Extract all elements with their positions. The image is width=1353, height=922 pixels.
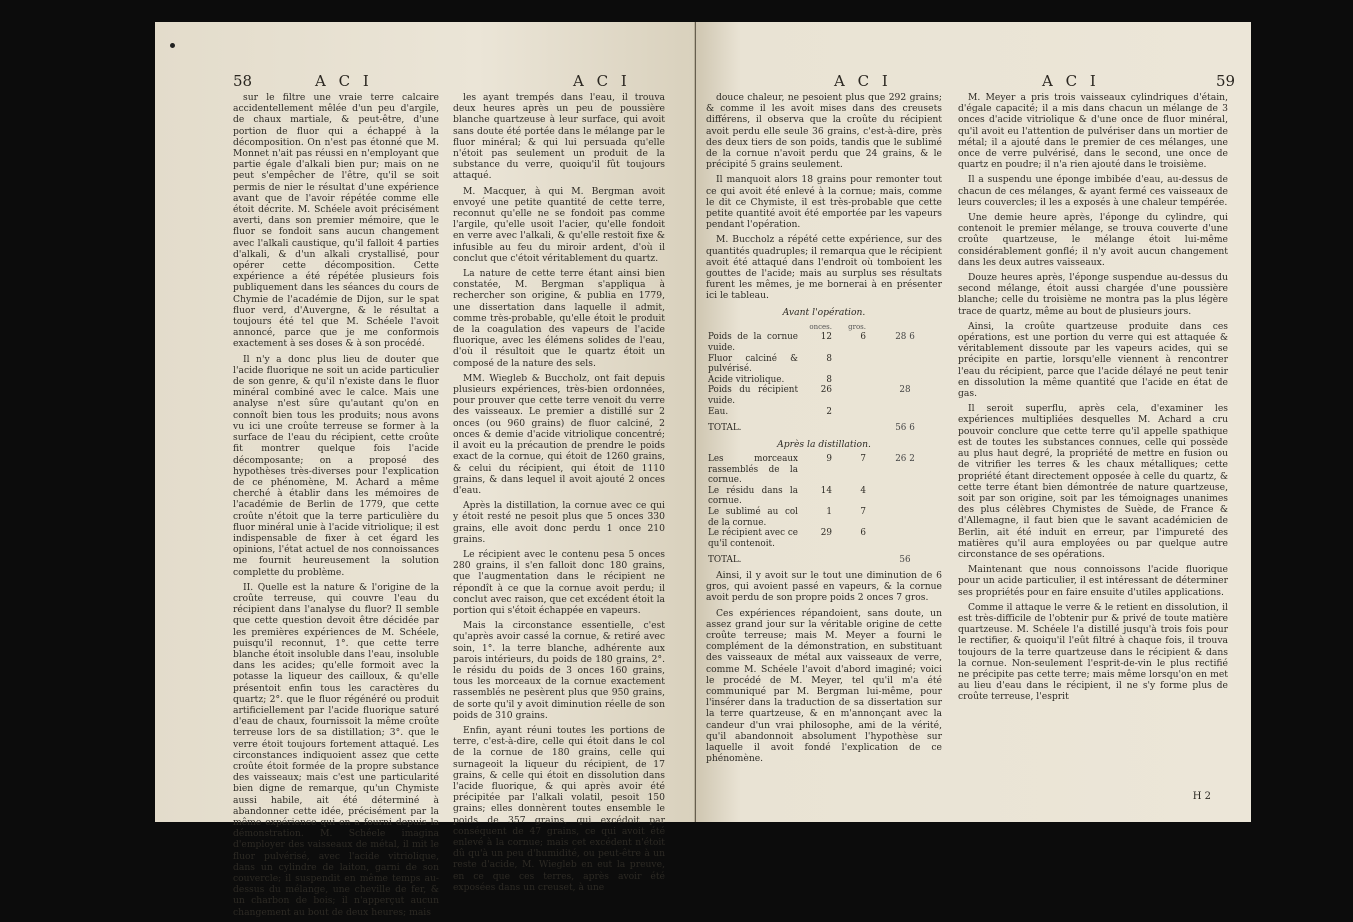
- table-row: Le récipient avec ce qu'il contenoit. 29 6: [708, 528, 866, 549]
- paragraph: Ainsi, il y avoit sur le tout une diminution de 6 gros, qui avoient passé en vapeurs, & la cornue avoit perdu de son propre poids 2 onces 7 gros.: [706, 569, 942, 604]
- units-onces: onces.: [809, 322, 832, 331]
- right-column-1: [706, 92, 942, 768]
- brace-sum: 28 6: [895, 332, 915, 343]
- left-column-2: [453, 92, 665, 897]
- paragraph: Ces expériences répandoient, sans doute, un assez grand jour sur la véritable origine de cette croûte terreuse; mais M. Meyer a fourni le complément de la démonstration, en substituant des vaisseaux de métal aux vaisseaux de verre, comme M. Schéele l'avoit d'abord imaginé; voici le procédé de M. Meyer, tel qu'il m'a été communiqué par M. Bergman lui-même, pour l'insérer dans la traduction de sa dissertation sur la terre quartzeuse, & en m'annonçant avec la candeur d'un vrai philosophe, ami de la vérité, qu'il abandonnoit absolument l'hypothèse sur laquelle il avoit fondé l'explication de ce phénomène.: [706, 607, 942, 765]
- paragraph: les ayant trempés dans l'eau, il trouva deux heures après un peu de poussière blanche quartzeuse à leur surface, qui avoit sans doute été portée dans le mélange par le fluor minéral; & qui lui persuada qu'elle n'étoit pas seulement un produit de la substance du verre, quoiqu'il fût toujours attaqué.: [453, 92, 665, 182]
- table-total-row: TOTAL. 56: [708, 555, 911, 566]
- table-row: Poids de la cornue vuide. 12 6 28 6: [706, 332, 942, 353]
- paragraph: douce chaleur, ne pesoient plus que 292 grains; & comme il les avoit mises dans des creusets différens, il observa que la croûte du récipient avoit perdu elle seule 36 grains, c'est-à-dire, près des deux tiers de son poids, tandis que le sublimé de la cornue n'avoit perdu que 24 grains, & le précipité 5 grains seulement.: [706, 92, 942, 171]
- right-running-head: A C I: [834, 72, 892, 90]
- paragraph: Le récipient avec le contenu pesa 5 onces 280 grains, il s'en falloit donc 180 grains, que l'augmentation dans le récipient ne répondît à ce que la cornue avoit perdu; il conclut avec raison, que cet excédent étoit la portion qui s'étoit échappée en vapeurs.: [453, 548, 665, 616]
- paragraph: Après la distillation, la cornue avec ce qui y étoit resté ne pesoit plus que 5 onces 330 grains, elle avoit donc perdu 1 once 210 grains.: [453, 500, 665, 545]
- paragraph: sur le filtre une vraie terre calcaire accidentellement mêlée d'un peu d'argile, de chaux martiale, & peut-être, d'une portion de fluor qui a échappé à la décomposition. On n'est pas étonné que M. Monnet n'ait pas réussi en n'employant que partie égale d'alkali bien pur; mais on ne peut s'empêcher de l'être, qu'il se soit permis de nier le résultat d'une expérience avant que de l'avoir répétée comme elle étoit décrite. M. Schéele avoit précisément averti, dans son premier mémoire, que le fluor se fondoit sans aucun changement avec l'alkali caustique, qu'il falloit 4 parties d'alkali, & d'un alkali crystallisé, pour opérer cette décomposition. Cette expérience a été répétée plusieurs fois publiquement dans les séances du cours de Chymie de l'académie de Dijon, sur le spat fluor verd, d'Auvergne, & le résultat a toujours été tel que M. Schéele l'avoit annoncé, parce que je me conformois exactement à ses doses & à son procédé.: [233, 92, 439, 350]
- left-running-head-2: A C I: [573, 72, 631, 90]
- left-running-head: A C I: [315, 72, 373, 90]
- ink-dot: [170, 43, 175, 48]
- paragraph: MM. Wiegleb & Buccholz, ont fait depuis plusieurs expériences, très-bien ordonnées, pour prouver que cette terre venoit du verre des vaisseaux. Le premier a distillé sur 2 onces (ou 960 grains) de fluor calciné, 2 onces & demie d'acide vitriolique concentré; il avoit eu la précaution de prendre le poids exact de la cornue, qui étoit de 1260 grains, & celui du récipient, qui étoit de 1110 grains, & dans lequel il avoit ajouté 2 onces d'eau.: [453, 372, 665, 496]
- paragraph: Une demie heure après, l'éponge du cylindre, qui contenoit le premier mélange, se trouva couverte d'une croûte quartzeuse, le mélange étoit lui-même considérablement gonflé; il n'y avoit aucun changement dans les deux autres vaisseaux.: [958, 212, 1228, 268]
- table-row: Acide vitriolique. 8: [708, 374, 832, 385]
- paragraph: M. Meyer a pris trois vaisseaux cylindriques d'étain, d'égale capacité; il a mis dans chacun un mélange de 3 onces d'acide vitriolique & d'une once de fluor minéral, qu'il avoit eu l'attention de pulvériser dans un mortier de métal; il a ajouté dans le premier de ces mélanges, une once de verre pulvérisé, dans le second, une once de quartz en poudre; il n'a rien ajouté dans le troisième.: [958, 92, 1228, 171]
- table-after: [706, 454, 942, 566]
- table-row: Le sublimé au col de la cornue. 1 7: [708, 506, 866, 528]
- table-row: Eau. 2: [708, 406, 832, 417]
- table-row: Poids du récipient vuide. 26 28: [706, 385, 942, 406]
- paragraph: Maintenant que nous connoissons l'acide fluorique pour un acide particulier, il est intéressant de déterminer ses propriétés pour en faire ensuite d'utiles applications.: [958, 564, 1228, 598]
- paragraph: Enfin, ayant réuni toutes les portions de terre, c'est-à-dire, celle qui étoit dans le col de la cornue de 180 grains, celle qui surnageoit la liqueur du récipient, de 17 grains, & celle qui étoit en dissolution dans l'acide fluorique, & qui après avoir été précipitée par l'alkali volatil, pesoit 150 grains; elles donnèrent toutes ensemble le poids de 357 grains, qui excédoit par conséquent de 47 grains, ce qui avoit été enlevé à la cornue; mais cet excédent n'étoit dû qu'à un peu d'humidité, ou peut-être à un reste d'acide, M. Wiegleb en eut la preuve, en ce que ces terres, après avoir été exposées dans un creuset, à une: [453, 724, 665, 893]
- brace-sum: 26 2: [895, 454, 915, 464]
- paragraph: Comme il attaque le verre & le retient en dissolution, il est très-difficile de l'obtenir pur & privé de toute matière quartzeuse. M. Schéele l'a distillé jusqu'à trois fois pour le rectifier, & quoiqu'il l'eût filtré à chaque fois, il trouva toujours de la terre quartzeuse dans le récipient & dans la cornue. Non-seulement l'esprit-de-vin le plus rectifié ne précipite pas cette terre; mais même lorsqu'on en met au lieu d'eau dans le récipient, il ne s'y forme plus de croûte terreuse, l'esprit: [958, 601, 1228, 703]
- right-running-head-2: A C I: [1042, 72, 1100, 90]
- paragraph: Mais la circonstance essentielle, c'est qu'après avoir cassé la cornue, & retiré avec soin, 1°. la terre blanche, adhérente aux parois intérieurs, du poids de 180 grains, 2°. le résidu du poids de 3 onces 160 grains, tous les morceaux de la cornue exactement rassemblés ne pesèrent plus que 950 grains, de sorte qu'il y avoit diminution réelle de son poids de 310 grains.: [453, 620, 665, 721]
- left-page: [155, 22, 695, 918]
- table-row: Les morceaux rassemblés de la cornue. 9 7 26 2: [706, 454, 942, 486]
- paragraph: II. Quelle est la nature & l'origine de la croûte terreuse, qui couvre l'eau du récipient dans l'analyse du fluor? Il semble que cette question devoit être décidée par les premières expériences de M. Schéele, puisqu'il reconnut, 1°. que cette terre blanche étoit insoluble dans l'eau, insoluble dans les acides; qu'elle formoit avec la potasse la liqueur des cailloux, & qu'elle présentoit enfin tous les caractères du quartz; 2°. que le fluor régénéré ou produit artificiellement par l'acide fluorique saturé d'eau de chaux, fournissoit la même croûte terreuse lors de sa distillation; 3°. que le verre étoit toujours fortement attaqué. Les circonstances indiquoient assez que cette croûte étoit formée de la propre substance des vaisseaux; mais c'est une particularité bien digne de remarque, qu'un Chymiste aussi habile, ait été déterminé à abandonner cette idée, précisément par la même expérience qui en a fourni depuis la démonstration. M. Schéele imagina d'employer des vaisseaux de métal, il mit le fluor pulvérisé, avec l'acide vitriolique, dans un cylindre de laiton, garni de son couvercle; il suspendit en même temps au-dessus du mélange, une cheville de fer, & un charbon de bois; il n'apperçut aucun changement au bout de deux heures; mais: [233, 581, 439, 918]
- right-page-number: 59: [1216, 72, 1236, 90]
- table-total-row: TOTAL. 56 6: [708, 423, 915, 434]
- paragraph: La nature de cette terre étant ainsi bien constatée, M. Bergman s'appliqua à rechercher son origine, & publia en 1779, une dissertation dans laquelle il admit, comme très-probable, qu'elle étoit le produit de la coagulation des vapeurs de l'acide fluorique, avec les élémens solides de l'eau, d'où il résultoit que le quartz étoit un composé de la nature des sels.: [453, 268, 665, 369]
- units-gros: gros.: [848, 322, 866, 331]
- paragraph: M. Buccholz a répété cette expérience, sur des quantités quadruples; il remarqua que le récipient avoit été attaqué dans l'endroit où tomboient les gouttes de l'acide; mais au surplus ses résultats furent les mêmes, je me bornerai à en présenter ici le tableau.: [706, 234, 942, 302]
- table-caption-after: Après la distillation.: [777, 438, 871, 450]
- signature-mark: H 2: [1192, 791, 1211, 802]
- paragraph: Ainsi, la croûte quartzeuse produite dans ces opérations, est une portion du verre qui est attaquée & véritablement dissoute par les vapeurs acides, qui se précipite en partie, lorsqu'elle viennent à rencontrer l'eau du récipient, parce que l'acide délayé ne peut tenir en dissolution la même quantité que l'acide en état de gas.: [958, 320, 1228, 400]
- paragraph: Il a suspendu une éponge imbibée d'eau, au-dessus de chacun de ces mélanges, & ayant fermé ces vaisseaux de leurs couvercles; il les a exposés à une chaleur tempérée.: [958, 174, 1228, 208]
- table-row: Le résidu dans la cornue. 14 4: [708, 485, 866, 507]
- paragraph: M. Macquer, à qui M. Bergman avoit envoyé une petite quantité de cette terre, reconnut qu'elle ne se fondoit pas comme l'argile, qu'elle usoit l'acier, qu'elle fondoit en verre avec l'alkali, & qu'elle restoit fixe & infusible au feu du miroir ardent, d'où il conclut que c'étoit véritablement du quartz.: [453, 185, 665, 264]
- paragraph: Il seroit superflu, après cela, d'examiner les expériences multipliées desquelles M. Achard a cru pouvoir conclure que cette terre qu'il appelle spathique est de toutes les substances connues, celle qui possède au plus haut degré, la propriété de mettre en fusion ou de vitrifier les terres & les chaux métalliques; cette propriété étant directement opposée à celle du quartz, & cette terre étant bien démontrée de nature quartzeuse, soit par son origine, soit par les témoignages unanimes des plus célèbres Chymistes de Suède, de France & d'Allemagne, il faut bien que le savant académicien de Berlin, ait été induit en erreur, par l'impureté des matières qu'il aura employées ou par quelque autre circonstance de ses opérations.: [958, 403, 1228, 560]
- brace-sum: 28: [899, 385, 911, 396]
- left-page-number: 58: [233, 72, 253, 90]
- paragraph: Douze heures après, l'éponge suspendue au-dessus du second mélange, étoit aussi chargée d'une poussière blanche; celle du troisième ne montra pas la plus légère trace de quartz, même au bout de plusieurs jours.: [958, 272, 1228, 317]
- paragraph: Il n'y a donc plus lieu de douter que l'acide fluorique ne soit un acide particulier de son genre, & qu'il n'existe dans le fluor minéral combiné avec le calce. Mais une analyse n'est sûre qu'autant qu'on en connoît bien tous les produits; nous avons vu ici une croûte terreuse se former à la surface de l'eau du récipient, cette croûte fit montrer quelque fois l'acide décomposante; on a proposé des hypothèses très-diverses pour l'explication de ce phénomène, M. Achard a même cherché à établir dans les mémoires de l'académie de Berlin de 1779, que cette croûte n'étoit que la terre particulière du fluor minéral unie à l'acide vitriolique; il est indispensable de fixer à cet égard les opinions, l'état actuel de nos connoissances me fournit heureusement la solution complette du problème.: [233, 353, 439, 578]
- right-column-2: [958, 92, 1228, 707]
- left-column-1: [233, 92, 439, 922]
- right-page: [696, 22, 1251, 822]
- paragraph: Il manquoit alors 18 grains pour remonter tout ce qui avoit été enlevé à la cornue; mais, comme le dit ce Chymiste, il est très-probable que cette petite quantité avoit été emportée par les vapeurs pendant l'opération.: [706, 174, 942, 231]
- table-row: Fluor calciné & pulvérisé. 8: [708, 353, 832, 375]
- table-before: [706, 322, 942, 434]
- table-caption-before: Avant l'opération.: [782, 306, 866, 318]
